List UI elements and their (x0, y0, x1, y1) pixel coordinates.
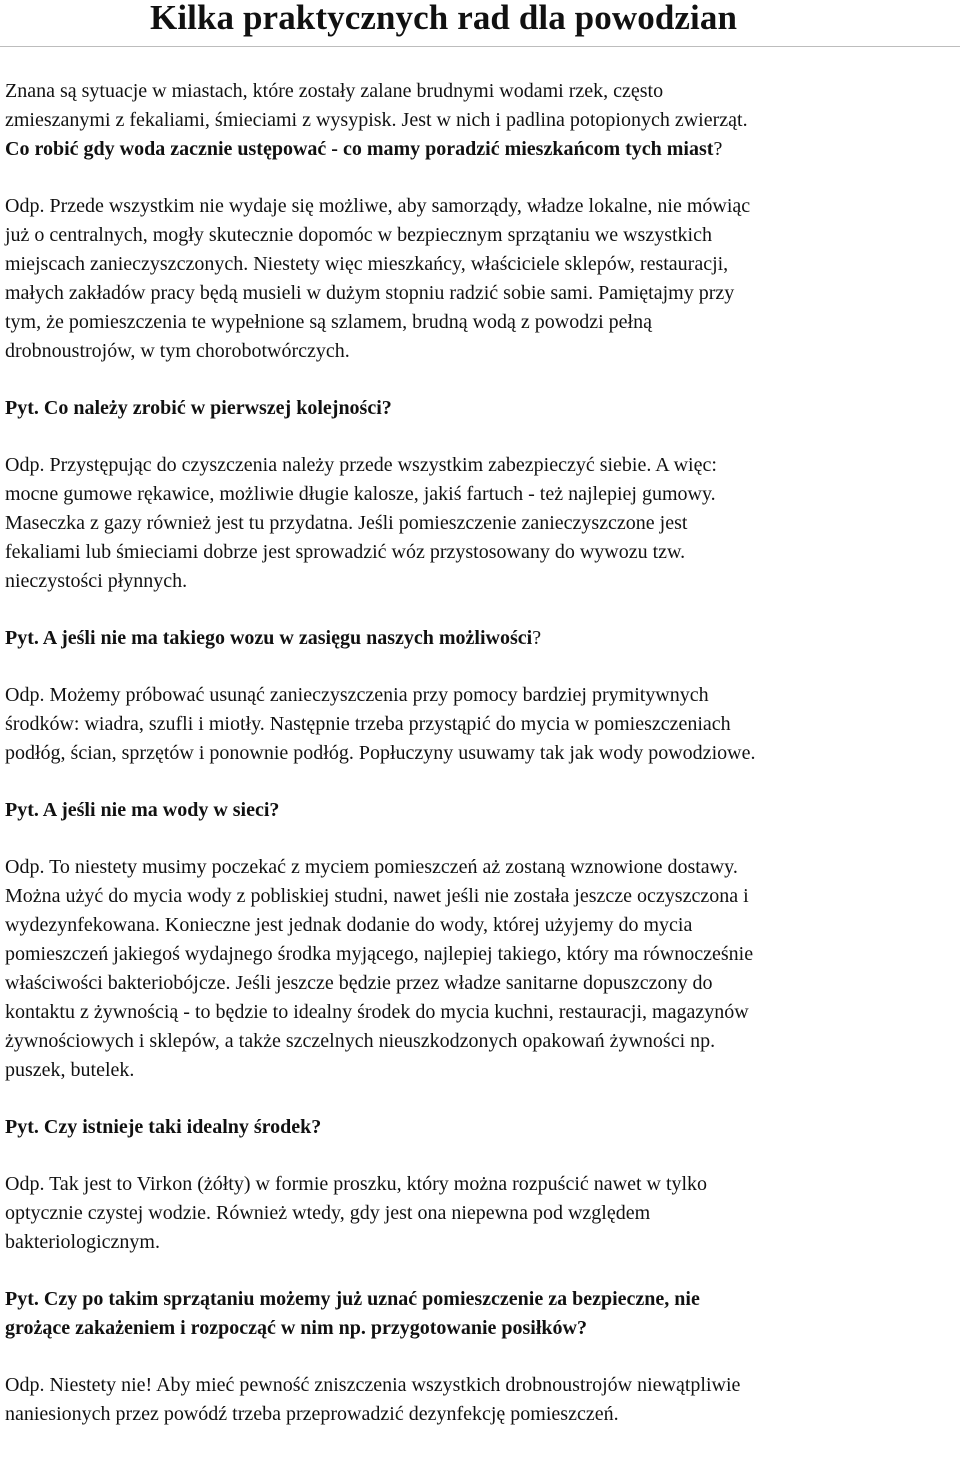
question-paragraph (5, 796, 955, 825)
question-text: Pyt. A jeśli nie ma wody w sieci? (5, 799, 280, 821)
question-text: Pyt. Czy istnieje taki idealny środek? (5, 1116, 322, 1138)
intro-question: Co robić gdy woda zacznie ustępować - co mamy poradzić mieszkańcom tych miast (5, 138, 714, 160)
page-title: Kilka praktycznych rad dla powodzian (150, 0, 738, 37)
answer-paragraph: Odp. Przede wszystkim nie wydaje się możliwe, aby samorządy, władze lokalne, nie mówiąc już o centralnych, mogły skutecznie dopomóc w bezpiecznym sprzątaniu we wszystkich miejscach zanieczyszczonych. Niestety więc mieszkańcy, właściciele sklepów, restauracji, małych zakładów pracy będą musieli w dużym stopniu radzić sobie sami. Pamiętajmy przy tym, że pomieszczenia te wypełnione są szlamem, brudną wodą z powodzi pełną drobnoustrojów, w tym chorobotwórczych. (5, 195, 751, 362)
intro-question-mark: ? (713, 138, 723, 160)
question-paragraph (5, 624, 955, 653)
answer-paragraph: Odp. Niestety nie! Aby mieć pewność zniszczenia wszystkich drobnoustrojów niewątpliwie naniesionych przez powódź trzeba przeprowadzić dezynfekcję pomieszczeń. (5, 1374, 741, 1425)
article-body (5, 77, 955, 1457)
question-paragraph (5, 1113, 955, 1142)
title-bar (0, 0, 960, 47)
intro-text: Znana są sytuacje w miastach, które zostały zalane brudnymi wodami rzek, często zmieszanymi z fekaliami, śmieciami z wysypisk. Jest w nich i padlina potopionych zwierząt. (5, 80, 748, 131)
question-paragraph (5, 1285, 955, 1343)
question-text: Pyt. Co należy zrobić w pierwszej kolejności? (5, 397, 392, 419)
question-tail: ? (532, 627, 542, 649)
question-text: Pyt. Czy po takim sprzątaniu możemy już uznać pomieszczenie za bezpieczne, nie grożące zakażeniem i rozpocząć w nim np. przygotowanie posiłków? (5, 1288, 700, 1339)
question-paragraph (5, 394, 955, 423)
answer-paragraph: Odp. Możemy próbować usunąć zanieczyszczenia przy pomocy bardziej prymitywnych środków: wiadra, szufli i miotły. Następnie trzeba przystąpić do mycia w pomieszczeniach podłóg, ścian, sprzętów i ponownie podłóg. Popłuczyny usuwamy tak jak wody powodziowe. (5, 684, 756, 764)
answer-paragraph: Odp. To niestety musimy poczekać z myciem pomieszczeń aż zostaną wznowione dostawy. Można użyć do mycia wody z pobliskiej studni, nawet jeśli nie została jeszcze oczyszczona i wydezynfekowana. Konieczne jest jednak dodanie do wody, której użyjemy do mycia pomieszczeń jakiegoś wydajnego środka myjącego, najlepiej takiego, który ma równocześnie właściwości bakteriobójcze. Jeśli jeszcze będzie przez władze sanitarne dopuszczony do kontaktu z żywnością - to będzie to idealny środek do mycia kuchni, restauracji, magazynów żywnościowych i sklepów, a także szczelnych nieuszkodzonych opakowań żywności np. puszek, butelek. (5, 856, 754, 1081)
question-text: Pyt. A jeśli nie ma takiego wozu w zasięgu naszych możliwości (5, 627, 533, 649)
intro-paragraph (5, 77, 955, 164)
answer-paragraph: Odp. Przystępując do czyszczenia należy przede wszystkim zabezpieczyć siebie. A więc: mocne gumowe rękawice, możliwie długie kalosze, jakiś fartuch - też najlepiej gumowy. Maseczka z gazy również jest tu przydatna. Jeśli pomieszczenie zanieczyszczone jest fekaliami lub śmieciami dobrze jest sprowadzić wóz przystosowany do wywozu tzw. nieczystości płynnych. (5, 454, 717, 592)
answer-paragraph: Odp. Tak jest to Virkon (żółty) w formie proszku, który można rozpuścić nawet w tylko optycznie czystej wodzie. Również wtedy, gdy jest ona niepewna pod względem bakteriologicznym. (5, 1173, 708, 1253)
